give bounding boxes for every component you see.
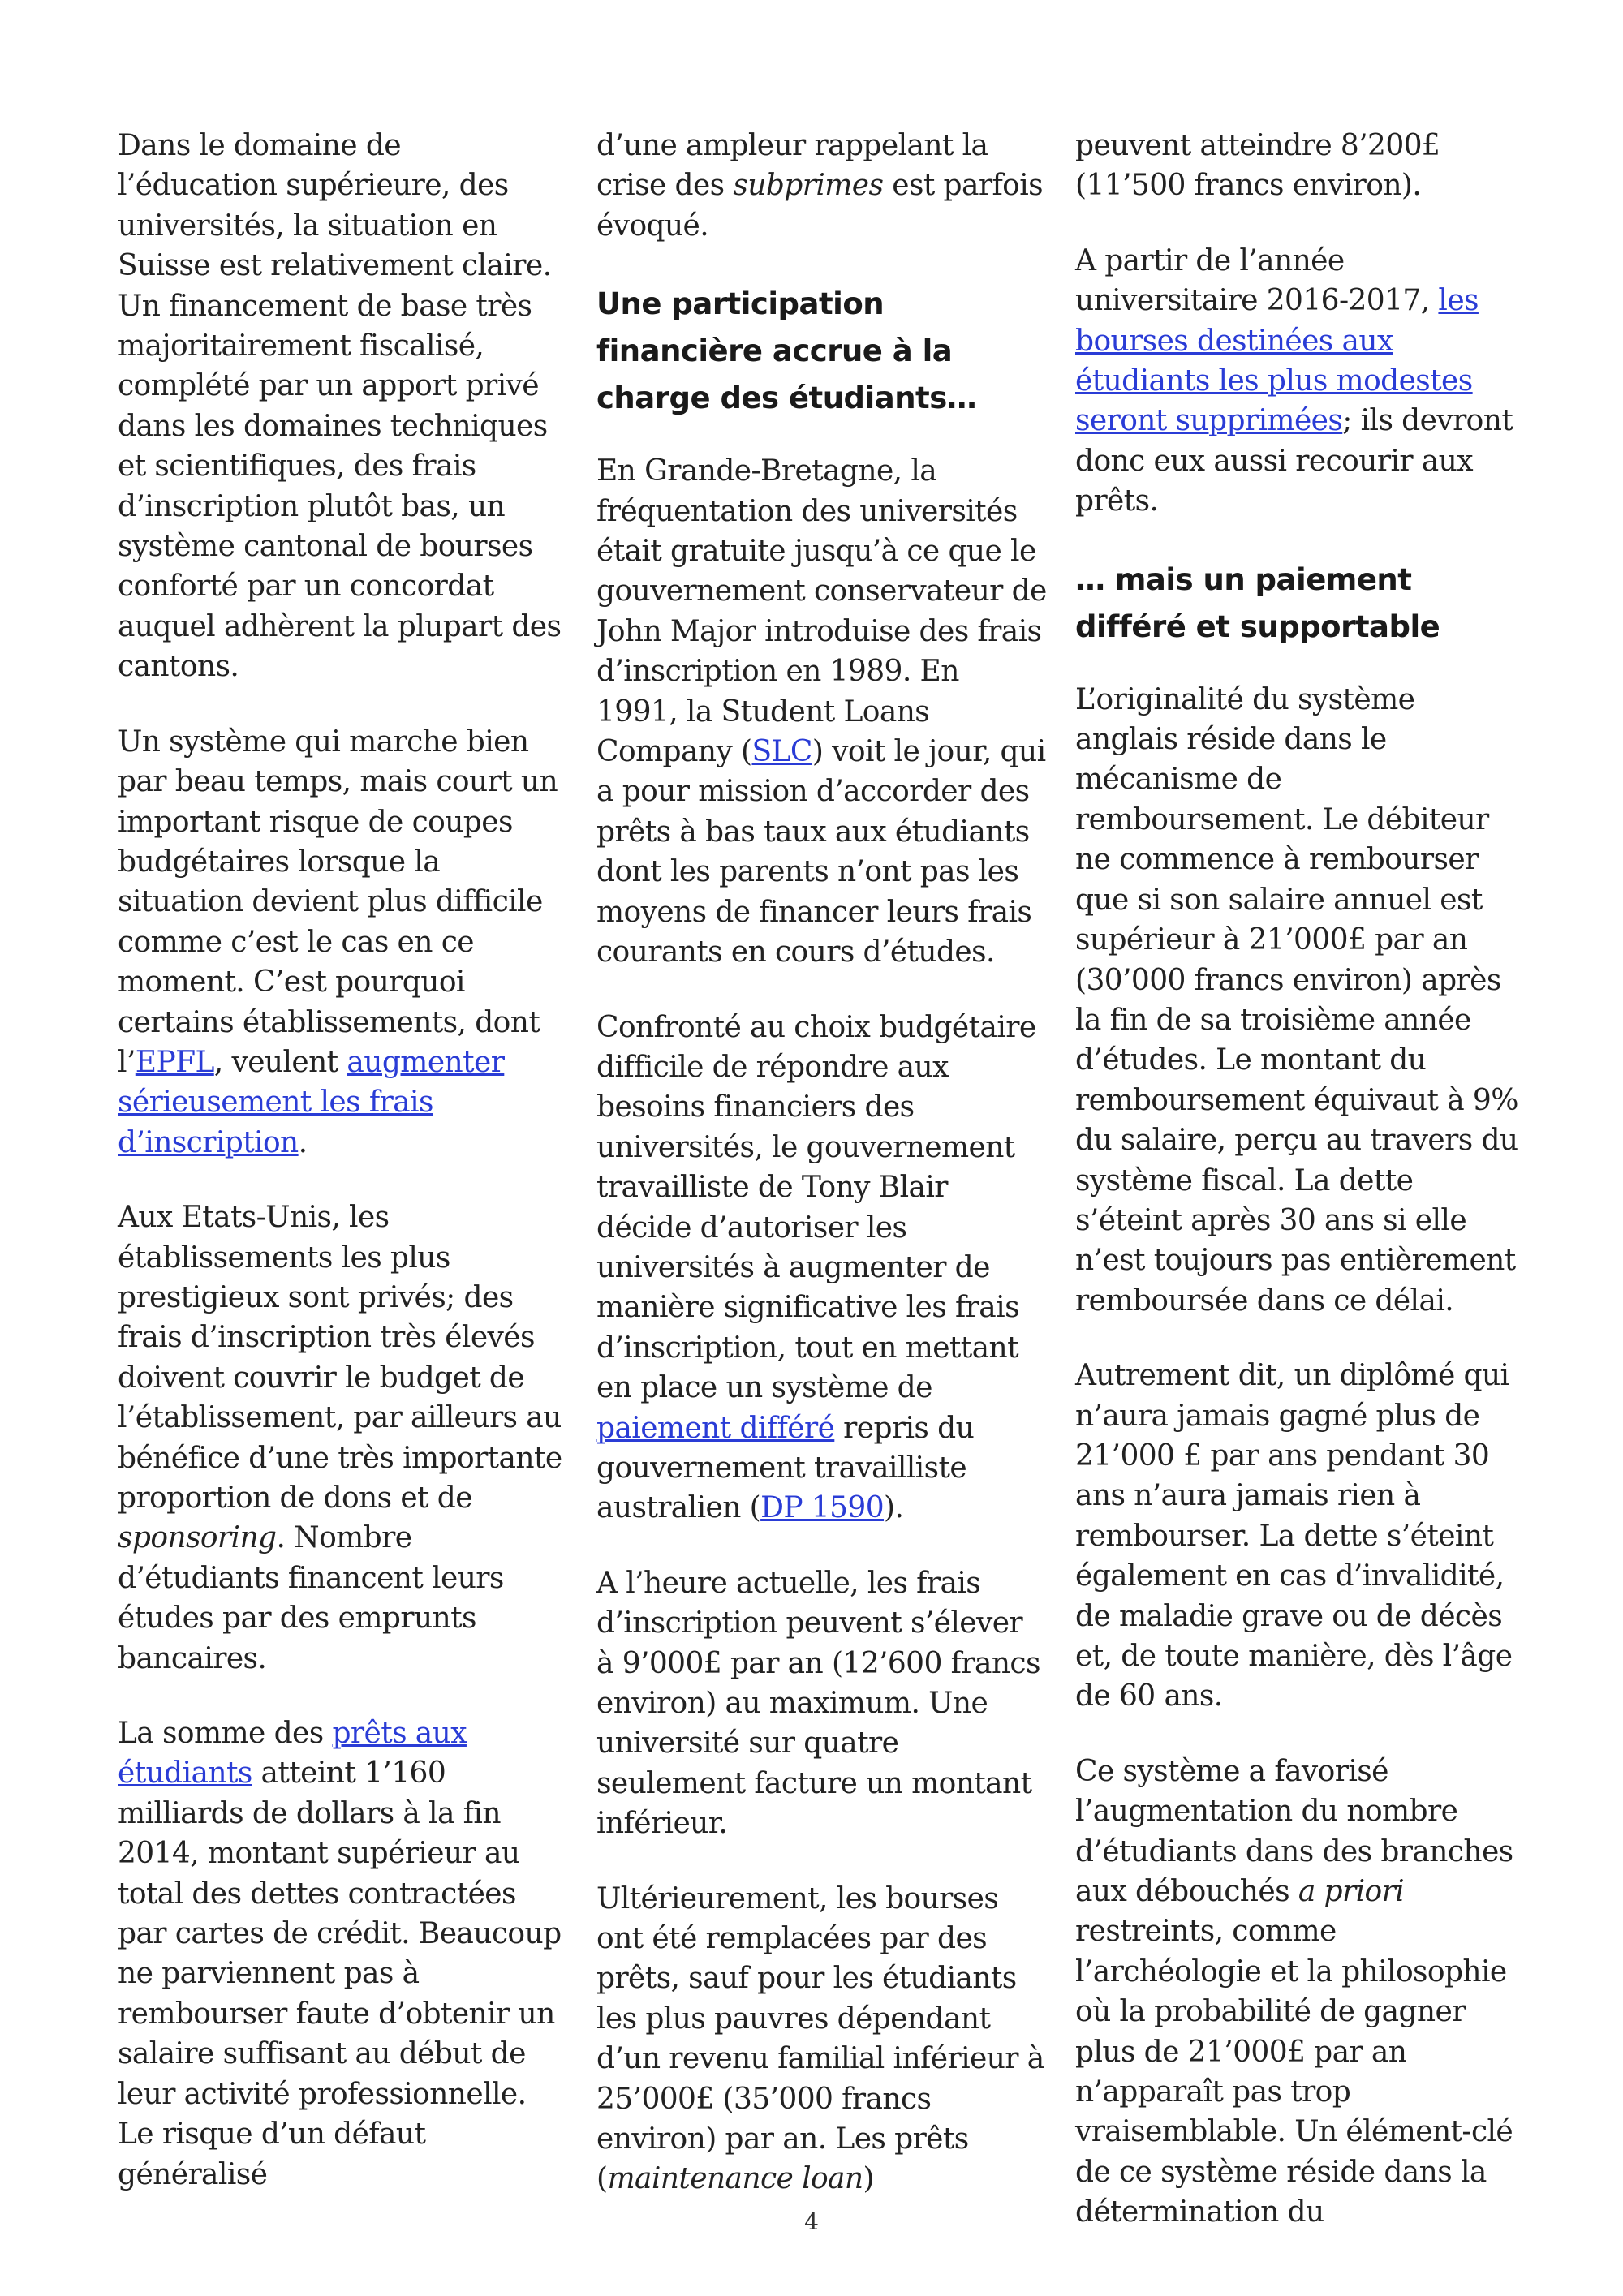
paragraph: Ultérieurement, les bourses ont été remplacées par des prêts, sauf pour les étudiants les plus pauvres dépendant d’un revenu familial inférieur à 25’000£ (35’000 francs environ) par an. Les prêts (maintenance loan) [596,1881,1044,2196]
paragraph: En Grande-Bretagne, la fréquentation des universités était gratuite jusqu’à ce que le gouvernement conservateur de John Major introduise des frais d’inscription en 1989. En 1991, la Student Loans Company (SLC) voit le jour, qui a pour mission d’accorder des prêts à bas taux aux étudiants dont les parents n’ont pas les moyens de financer leurs frais courants en cours d’études. [596,454,1047,970]
deferred-payment-link[interactable]: paiement différé [596,1411,835,1445]
paragraph: A partir de l’année universitaire 2016-2017, les bourses destinées aux étudiants les plus modestes seront supprimées; ils devront donc eux aussi recourir aux prêts. [1075,243,1513,518]
paragraph: A l’heure actuelle, les frais d’inscription peuvent s’élever à 9’000£ par an (12’600 francs environ) au maximum. Une université sur quatre seulement facture un montant inférieur. [596,1566,1040,1841]
epfl-link[interactable]: EPFL [135,1045,214,1079]
scholarships-removed-link[interactable]: les bourses destinées aux étudiants les plus modestes seront supprimées [1075,284,1479,438]
paragraph: La somme des prêts aux étudiants atteint 1’160 milliards de dollars à la fin 2014, montant supérieur au total des dettes contractées par cartes de crédit. Beaucoup ne parviennent pas à rembourser faute d’obtenir un salaire suffisant au début de leur activité professionnelle. Le risque d’un défaut généralisé [118,1717,562,2191]
column-3 [1075,126,1526,2268]
column-1 [118,126,568,2229]
column-2 [596,126,1047,2234]
section-heading: … mais un paiement différé et supportable [1075,561,1440,644]
paragraph: Aux Etats-Unis, les établissements les plus prestigieux sont privés; des frais d’inscription très élevés doivent couvrir le budget de l’établissement, par ailleurs au bénéfice d’une très importante proportion de dons et de sponsoring. Nombre d’étudiants financent leurs études par des emprunts bancaires. [118,1201,562,1675]
paragraph: Dans le domaine de l’éducation supérieure, des universités, la situation en Suisse est relativement claire. Un financement de base très majoritairement fiscalisé, complété par un apport privé dans les domaines techniques et scientifiques, des frais d’inscription plutôt bas, un système cantonal de bourses conforté par un concordat auquel adhèrent la plupart des cantons. [118,129,562,684]
paragraph: Un système qui marche bien par beau temps, mais court un important risque de coupes budgétaires lorsque la situation devient plus difficile comme c’est le cas en ce moment. C’est pourquoi certains établissements, dont l’EPFL, veulent augmenter sérieusement les frais d’inscription. [118,724,558,1159]
paragraph: d’une ampleur rappelant la crise des subprimes est parfois évoqué. [596,129,1044,243]
section-heading: Une participation financière accrue à la charge des étudiants… [596,286,977,416]
slc-link[interactable]: SLC [751,735,812,769]
paragraph: Autrement dit, un diplômé qui n’aura jamais gagné plus de 21’000 £ par ans pendant 30 ans n’aura jamais rien à rembourser. La dette s’éteint également en cas d’invalidité, de maladie grave ou de décès et, de toute manière, dès l’âge de 60 ans. [1075,1359,1513,1713]
paragraph: L’originalité du système anglais réside dans le mécanisme de remboursement. Le débiteur ne commence à rembourser que si son salaire annuel est supérieur à 21’000£ par an (30’000 francs environ) après la fin de sa troisième année d’études. Le montant du remboursement équivaut à 9% du salaire, perçu au travers du système fiscal. La dette s’éteint après 30 ans si elle n’est toujours pas entièrement remboursée dans ce délai. [1075,682,1518,1318]
dp-1590-link[interactable]: DP 1590 [760,1491,885,1525]
paragraph: Confronté au choix budgétaire difficile de répondre aux besoins financiers des universités, le gouvernement travailliste de Tony Blair décide d’autoriser les universités à augmenter de manière significative les frais d’inscription, tout en mettant en place un système de paiement différé repris du gouvernement travailliste australien (DP 1590). [596,1010,1036,1525]
tuition-increase-link[interactable]: augmenter sérieusement les frais d’inscription [118,1045,505,1159]
student-loans-link[interactable]: prêts aux étudiants [118,1717,467,1791]
page-number: 4 [804,2208,819,2235]
paragraph: Ce système a favorisé l’augmentation du nombre d’étudiants dans des branches aux débouchés a priori restreints, comme l’archéologie et la philosophie où la probabilité de gagner plus de 21’000£ par an n’apparaît pas trop vraisemblable. Un élément-clé de ce système réside dans la détermination du [1075,1754,1513,2229]
paragraph: peuvent atteindre 8’200£ (11’500 francs environ). [1075,129,1440,203]
